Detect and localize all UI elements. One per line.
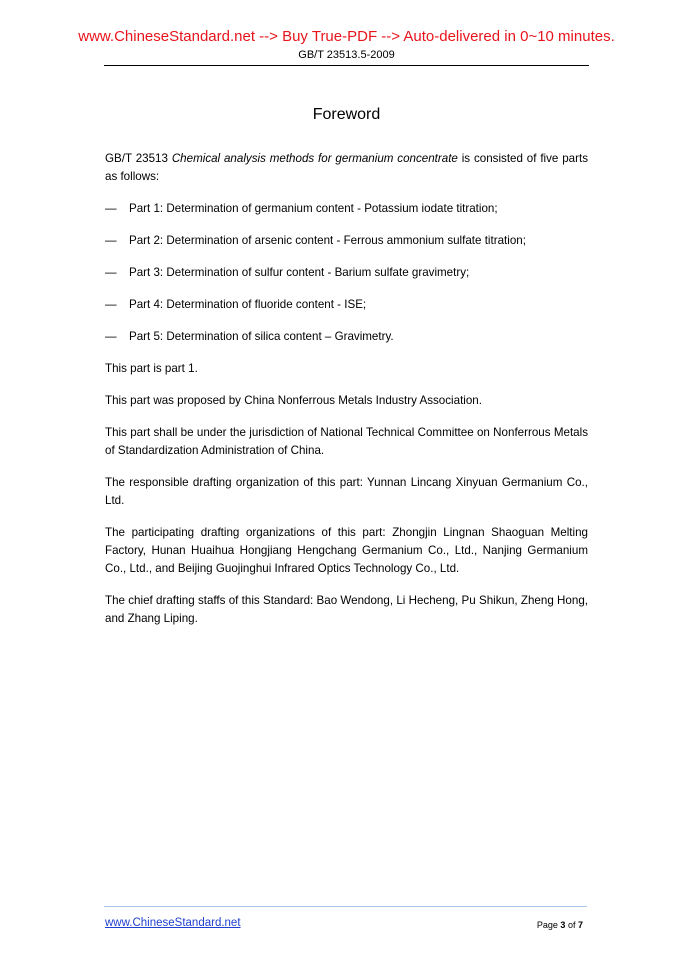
dash-bullet: — <box>105 266 117 279</box>
footer-divider <box>104 906 587 907</box>
list-item: — Part 1: Determination of germanium content - Potassium iodate titration; <box>105 200 588 218</box>
intro-paragraph: GB/T 23513 Chemical analysis methods for germanium concentrate is consisted of five parts as follows: <box>105 152 588 183</box>
footer-website-link[interactable]: www.ChineseStandard.net <box>105 917 241 929</box>
participating-orgs-paragraph: The participating drafting organizations of this part: Zhongjin Lingnan Shaoguan Melting Factory, Hunan Huaihua Hongjiang Hengchang Germanium Co., Ltd., Nanjing Germanium Co., Ltd., and Beijing Guojinghui Infrared Optics Technology Co., Ltd. <box>105 526 588 575</box>
list-item: — Part 3: Determination of sulfur content - Barium sulfate gravimetry; <box>105 264 588 282</box>
header-divider <box>104 65 589 66</box>
part-number-paragraph: This part is part 1. <box>105 362 198 375</box>
drafting-staff-paragraph: The chief drafting staffs of this Standard: Bao Wendong, Li Hecheng, Pu Shikun, Zheng Hong, and Zhang Liping. <box>105 594 588 625</box>
responsible-org-paragraph: The responsible drafting organization of this part: Yunnan Lincang Xinyuan Germanium Co., Ltd. <box>105 476 588 507</box>
jurisdiction-paragraph: This part shall be under the jurisdiction of National Technical Committee on Nonferrous Metals of Standardization Administration of China. <box>105 426 588 457</box>
page-number: Page 3 of 7 <box>536 920 583 930</box>
list-item: — Part 5: Determination of silica content – Gravimetry. <box>105 328 588 346</box>
dash-bullet: — <box>105 234 117 247</box>
dash-bullet: — <box>105 202 117 215</box>
standard-title: Chemical analysis methods for germanium concentrate <box>171 152 458 165</box>
proposer-paragraph: This part was proposed by China Nonferrous Metals Industry Association. <box>105 394 482 407</box>
parts-list <box>105 200 588 346</box>
list-item: — Part 4: Determination of fluoride content - ISE; <box>105 296 588 314</box>
page-title: Foreword <box>312 106 381 123</box>
promo-banner[interactable]: www.ChineseStandard.net --> Buy True-PDF --> Auto-delivered in 0~10 minutes. <box>78 28 615 45</box>
list-item: — Part 2: Determination of arsenic content - Ferrous ammonium sulfate titration; <box>105 232 588 250</box>
dash-bullet: — <box>105 330 117 343</box>
document-body <box>105 150 588 642</box>
dash-bullet: — <box>105 298 117 311</box>
standard-code: GB/T 23513.5-2009 <box>298 49 395 61</box>
